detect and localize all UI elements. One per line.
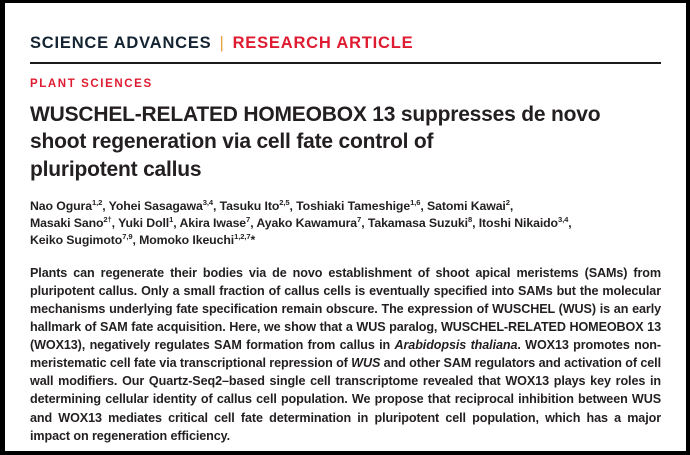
journal-name: SCIENCE ADVANCES [30, 34, 212, 52]
masthead-rule [30, 62, 661, 64]
masthead [30, 34, 661, 53]
title-line: WUSCHEL-RELATED HOMEOBOX 13 suppresses de novo [30, 103, 601, 126]
section-label: PLANT SCIENCES [30, 78, 153, 90]
article-title [30, 101, 661, 183]
author-list: Nao Ogura$^{1,2}$, Yohei Sasagawa$^{3,4}$, Tasuku Ito$^{2,5}$, Toshiaki Tameshige$^{1,6}$, Satomi Kawai$^2$, Masaki Sano$^{2\dagger}$, Yuki Doll$^1$, Akira Iwase$^7$, Ayako Kawamura$^7$, Takamasa Suzuki$^8$, Itoshi Nikaido$^{3,4}$, Keiko Sugimoto$^{7,9}$, Momoko Ikeuchi$^{1,2,7}$* [30, 197, 572, 248]
title-line: pluripotent callus [30, 157, 202, 181]
abstract-text: Plants can regenerate their bodies via de novo establishment of shoot apical meristems (SAMs) from pluripotent callus. Only a small fraction of callus cells is eventually specified into SAMs but the molecular mechanisms underlying fate specification remain obscure. The expression of WUSCHEL (WUS) is an early hallmark of SAM fate acquisition. Here, we show that a WUS paralog, WUSCHEL-RELATED HOMEOBOX 13 (WOX13), negatively regulates SAM formation from callus in Arabidopsis thaliana. WOX13 promotes non-meristematic cell fate via transcriptional repression of WUS and other SAM regulators and activation of cell wall modifiers. Our Quartz-Seq2–based single cell transcriptome revealed that WOX13 plays key roles in determining cellular identity of callus cell population. We propose that reciprocal inhibition between WUS and WOX13 mediates critical cell fate determination in pluripotent cell population, which has a major impact on regeneration efficiency. [30, 265, 661, 443]
masthead-divider: | [219, 34, 225, 52]
article-type-label: RESEARCH ARTICLE [232, 34, 414, 52]
article-page [5, 3, 686, 451]
title-line: shoot regeneration via cell fate control of [30, 130, 434, 154]
